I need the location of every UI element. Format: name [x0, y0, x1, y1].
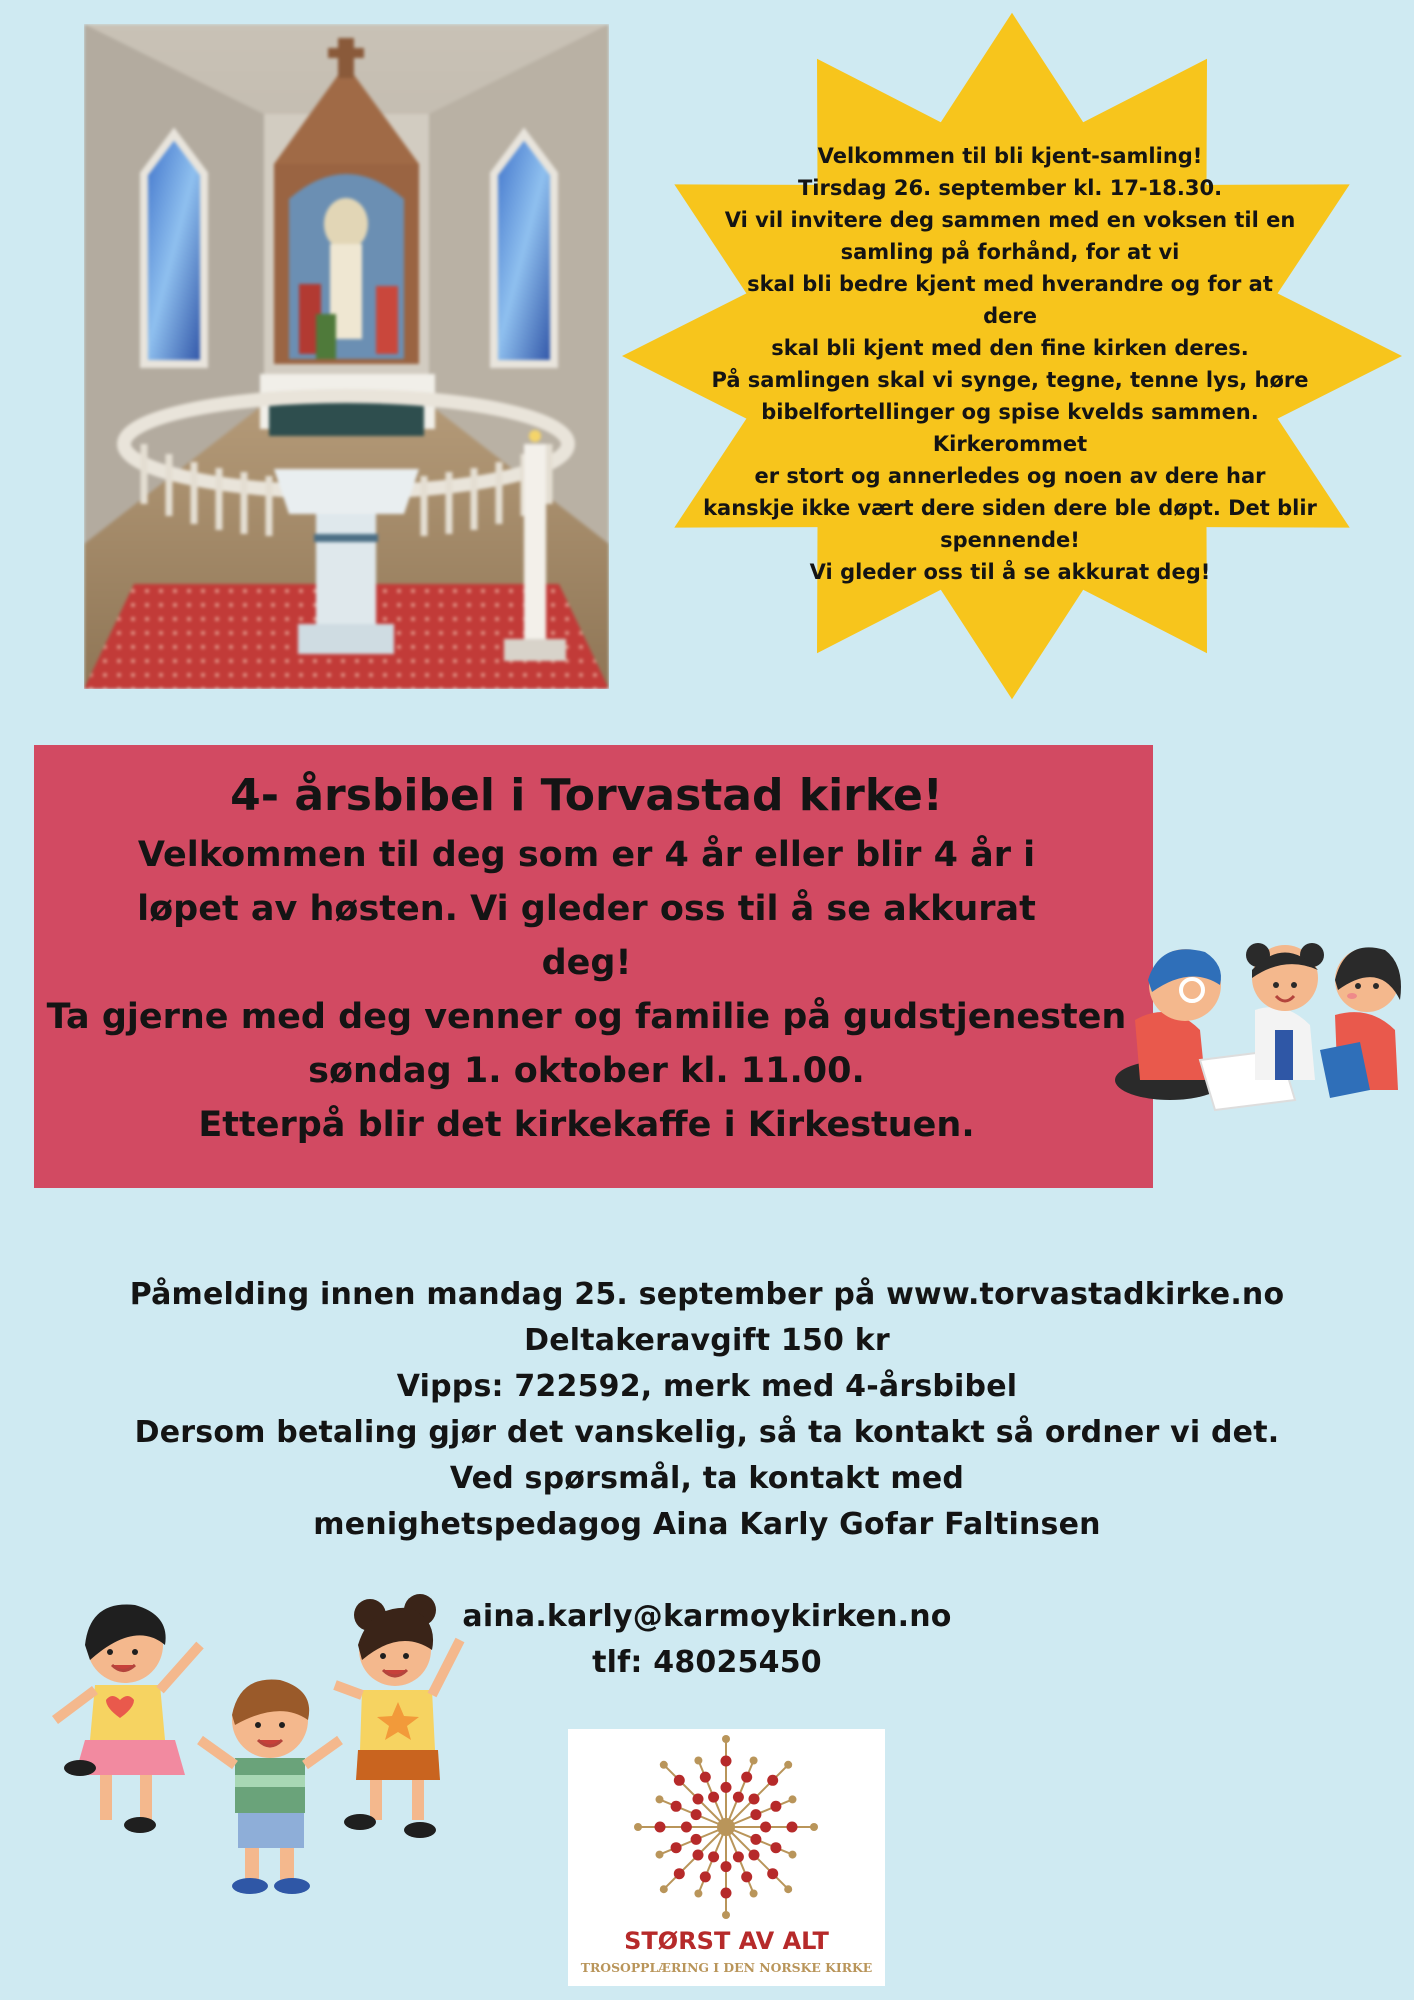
- logo-dot: [691, 1809, 702, 1820]
- vipps-line: Vipps: 722592, merk med 4-årsbibel: [396, 1369, 1018, 1404]
- logo-dot: [660, 1761, 668, 1769]
- logo-dot: [721, 1756, 732, 1767]
- registration-line: Påmelding innen mandag 25. september på www.torvastadkirke.no: [129, 1277, 1285, 1312]
- sun-line: Vi gleder oss til å se akkurat deg!: [809, 560, 1211, 584]
- logo-dot: [750, 1834, 761, 1845]
- logo-dot: [750, 1757, 758, 1765]
- logo-dot: [749, 1850, 760, 1861]
- logo-dot: [770, 1801, 781, 1812]
- banner-line: Etterpå blir det kirkekaffe i Kirkestuen.: [198, 1105, 975, 1145]
- sun-line: er stort og annerledes og noen av dere har: [754, 464, 1266, 488]
- logo-dot: [694, 1757, 702, 1765]
- sun-line: dere: [983, 304, 1037, 328]
- logo-dot: [693, 1794, 704, 1805]
- logo-dot: [655, 1822, 666, 1833]
- logo-dot: [674, 1868, 685, 1879]
- logo-dot: [700, 1772, 711, 1783]
- logo-dot: [810, 1823, 818, 1831]
- church-altar-photo: [84, 24, 609, 689]
- logo-dot: [750, 1890, 758, 1898]
- banner-title: 4- årsbibel i Torvastad kirke!: [230, 770, 943, 821]
- fee-line: Deltakeravgift 150 kr: [524, 1323, 890, 1358]
- sun-line: skal bli bedre kjent med hverandre og for at: [747, 272, 1273, 296]
- logo-dot: [674, 1775, 685, 1786]
- logo-dot: [721, 1861, 732, 1872]
- payment-help-line: Dersom betaling gjør det vanskelig, så ta kontakt så ordner vi det.: [134, 1415, 1280, 1450]
- logo-dot: [722, 1911, 730, 1919]
- logo-dot: [721, 1888, 732, 1899]
- banner-line: Ta gjerne med deg venner og familie på gudstjenesten: [46, 997, 1127, 1037]
- banner-line: deg!: [541, 943, 632, 983]
- banner-line: Velkommen til deg som er 4 år eller blir 4 år i: [137, 835, 1036, 875]
- logo-subtitle: TROSOPPLÆRING I DEN NORSKE KIRKE: [580, 1960, 873, 1975]
- logo-dot: [789, 1795, 797, 1803]
- logo-dot: [733, 1792, 744, 1803]
- logo-dot: [656, 1795, 664, 1803]
- logo-dot: [787, 1822, 798, 1833]
- kids-reading-illustration: [1080, 930, 1414, 1115]
- phone-line: tlf: 48025450: [592, 1645, 822, 1680]
- sun-line: kanskje ikke vært dere siden dere ble døpt. Det blir: [703, 496, 1317, 520]
- banner-line: løpet av høsten. Vi gleder oss til å se akkurat: [137, 889, 1036, 929]
- logo-dot: [750, 1809, 761, 1820]
- logo-title: STØRST AV ALT: [624, 1927, 829, 1955]
- logo-dot: [770, 1842, 781, 1853]
- sun-line: samling på forhånd, for at vi: [840, 240, 1180, 264]
- logo-dot: [660, 1885, 668, 1893]
- logo-dot: [767, 1868, 778, 1879]
- sun-line: spennende!: [940, 528, 1080, 552]
- sun-line: Tirsdag 26. september kl. 17-18.30.: [797, 176, 1223, 200]
- sun-line: Velkommen til bli kjent-samling!: [817, 144, 1203, 168]
- logo-dot: [749, 1794, 760, 1805]
- sun-line: bibelfortellinger og spise kvelds sammen.: [761, 400, 1259, 424]
- logo-dot: [789, 1851, 797, 1859]
- logo-dot: [681, 1822, 692, 1833]
- star-emblem-icon: [568, 1729, 885, 1929]
- logo-dot: [691, 1834, 702, 1845]
- logo-dot: [708, 1792, 719, 1803]
- sun-line: Vi vil invitere deg sammen med en voksen til en: [724, 208, 1296, 232]
- contact-person-line: menighetspedagog Aina Karly Gofar Faltinsen: [313, 1507, 1101, 1542]
- logo-dot: [721, 1782, 732, 1793]
- logo-dot: [784, 1761, 792, 1769]
- logo-hub: [717, 1818, 735, 1836]
- logo-dot: [741, 1871, 752, 1882]
- logo-dot: [656, 1851, 664, 1859]
- logo-dot: [722, 1735, 730, 1743]
- sun-line: skal bli kjent med den fine kirken deres.: [771, 336, 1249, 360]
- logo-dot: [733, 1851, 744, 1862]
- logo-dot: [760, 1822, 771, 1833]
- logo-dot: [671, 1801, 682, 1812]
- logo-dot: [693, 1850, 704, 1861]
- banner-body: [34, 828, 1139, 1152]
- banner-line: søndag 1. oktober kl. 11.00.: [308, 1051, 865, 1091]
- logo-dot: [708, 1851, 719, 1862]
- jumping-kids-illustration: [40, 1590, 500, 1910]
- sun-line: Kirkerommet: [932, 432, 1088, 456]
- logo-dot: [767, 1775, 778, 1786]
- logo-dot: [741, 1772, 752, 1783]
- logo-dot: [694, 1890, 702, 1898]
- logo-dot: [671, 1842, 682, 1853]
- logo-dot: [700, 1871, 711, 1882]
- questions-line: Ved spørsmål, ta kontakt med: [449, 1461, 965, 1496]
- logo-dot: [784, 1885, 792, 1893]
- email-line: aina.karly@karmoykirken.no: [462, 1599, 952, 1634]
- logo-dot: [634, 1823, 642, 1831]
- sun-line: På samlingen skal vi synge, tegne, tenne lys, høre: [711, 368, 1309, 392]
- welcome-gathering-text: [690, 140, 1330, 588]
